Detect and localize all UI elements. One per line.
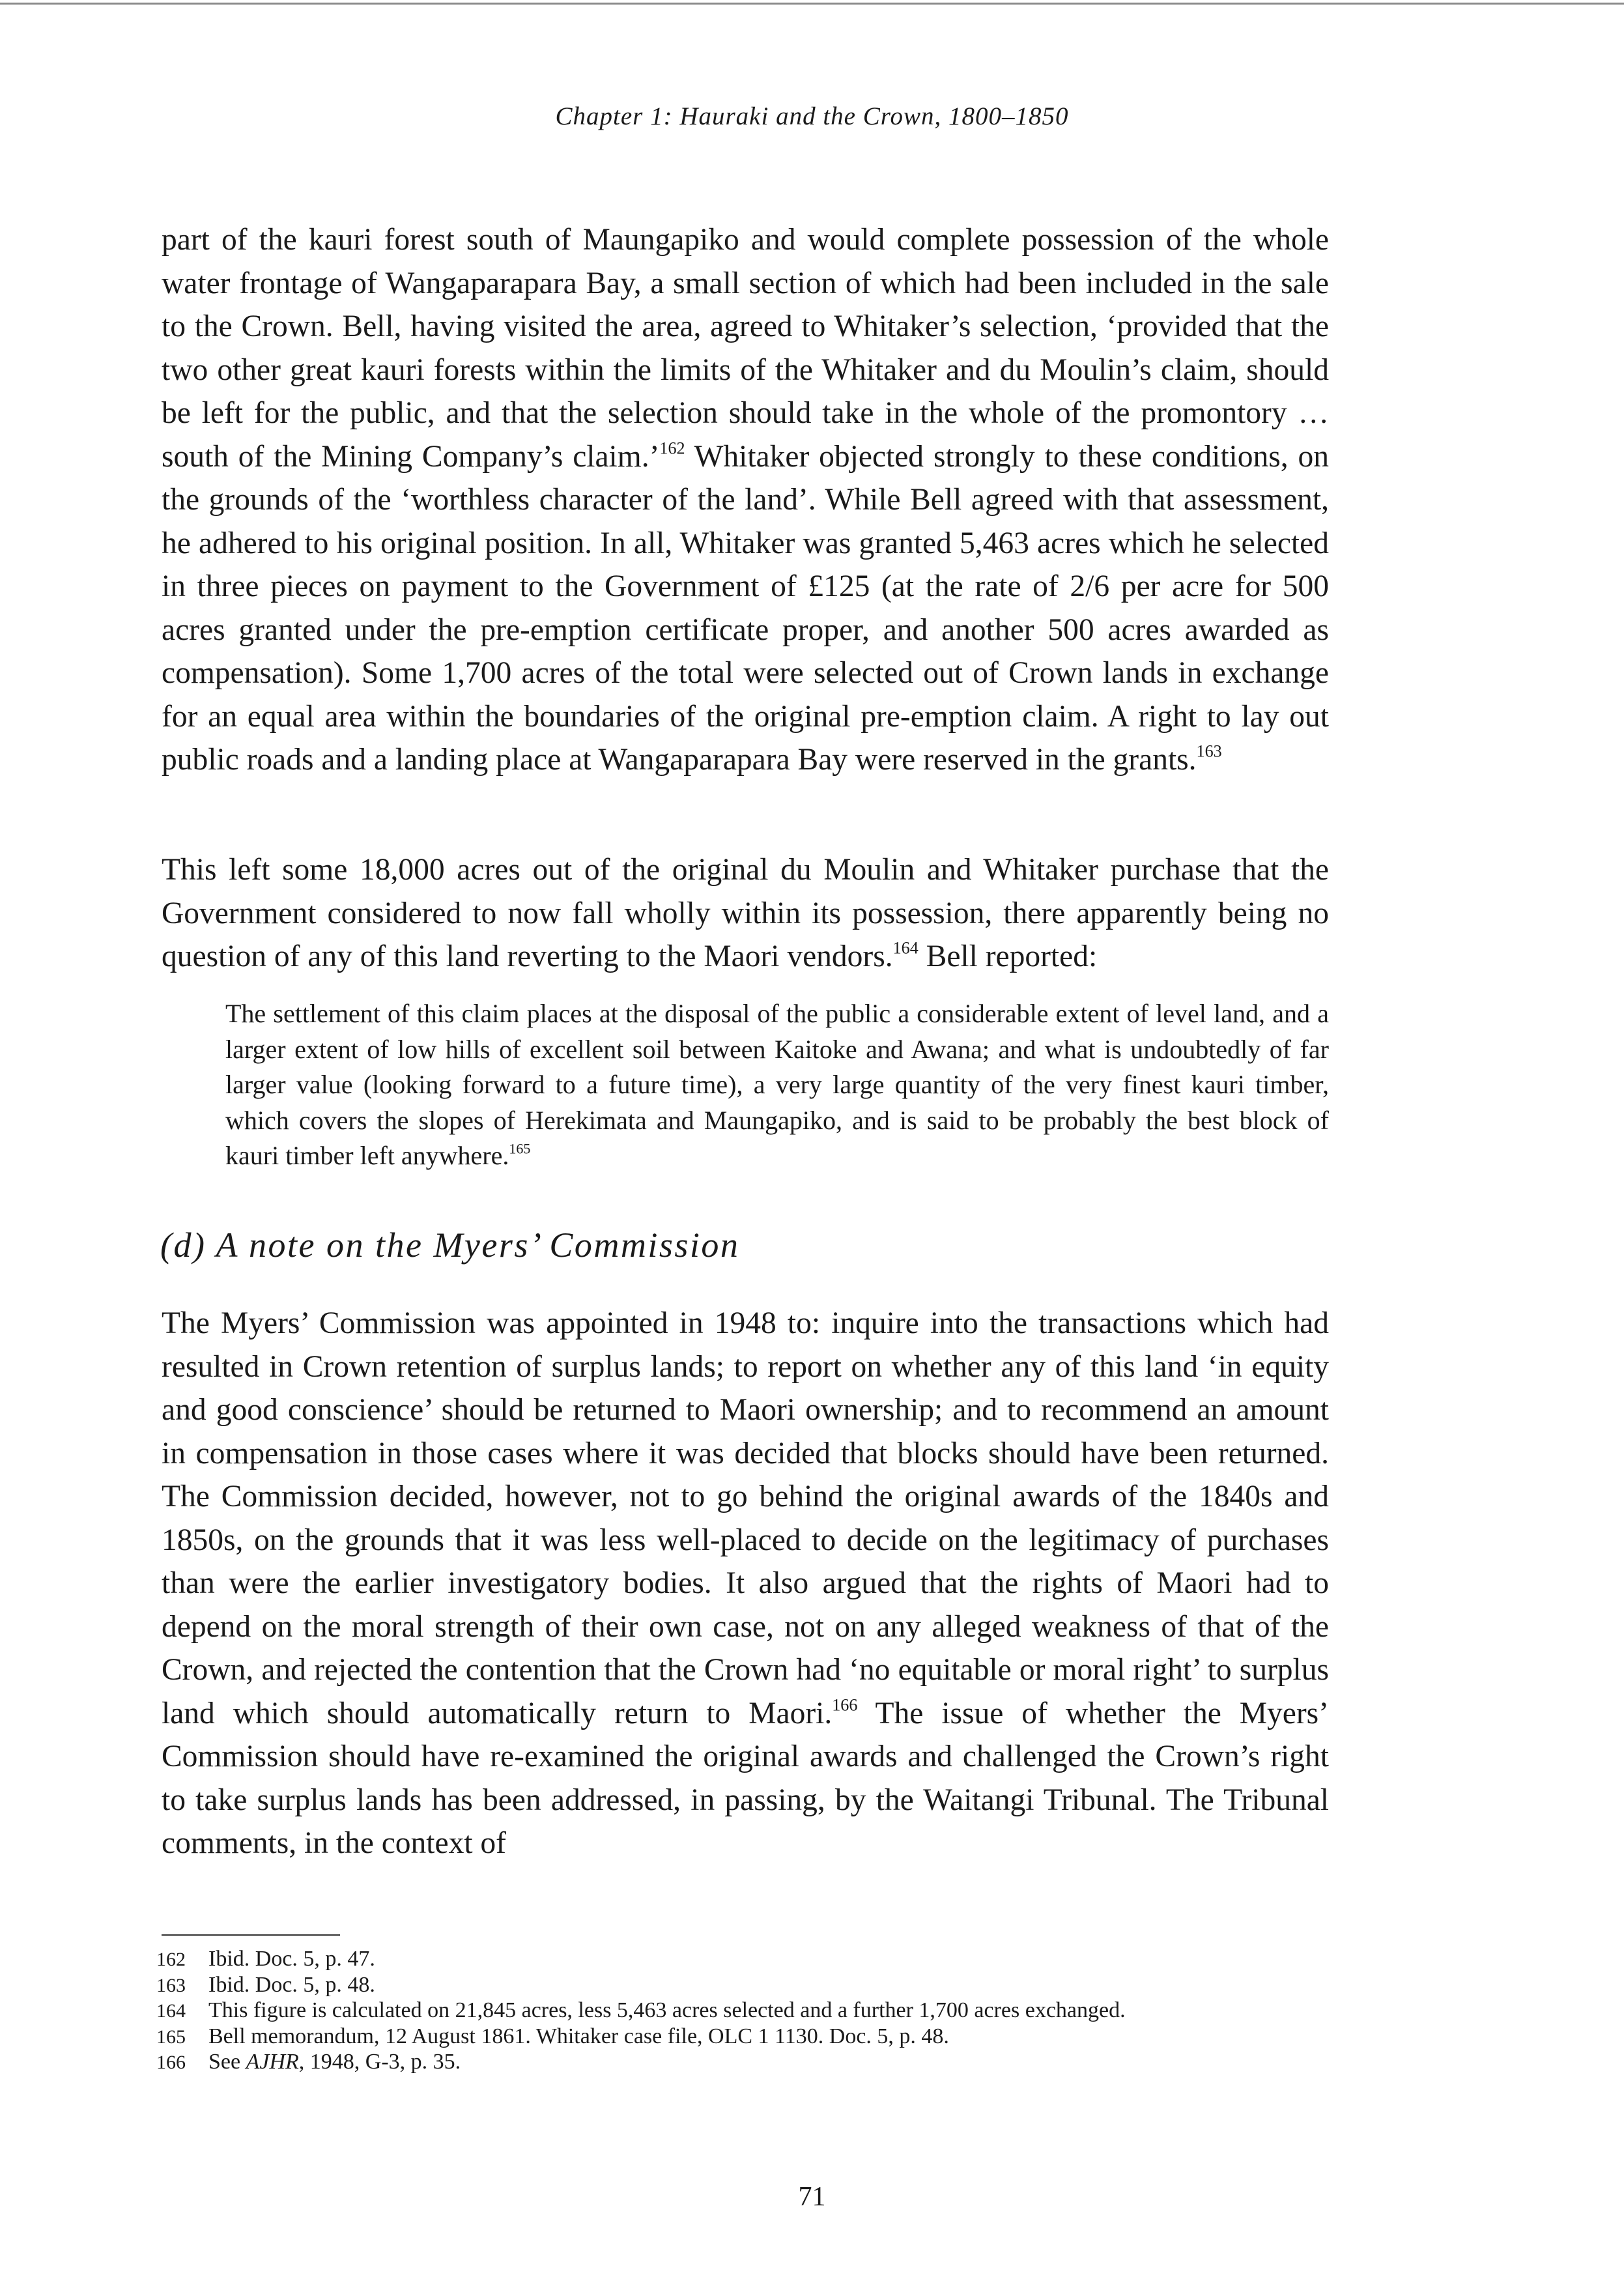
scan-top-edge [0,3,1624,5]
footnote-text: This figure is calculated on 21,845 acres, less 5,463 acres selected and a further 1,700 acres exchanged. [208,1998,1126,2022]
footnote-text: , 1948, G-3, p. 35. [298,2050,461,2074]
footnote-number: 166 [156,2052,186,2073]
footnote-text: See [208,2050,246,2074]
section-heading-d: (d) A note on the Myers’ Commission [160,1226,740,1265]
quote-text: The settlement of this claim places at the disposal of the public a considerable extent of level land, and a larger extent of low hills of excellent soil between Kaitoke and Awana; and what is undoubtedly of far larger value (looking forward to a future time), a very large quantity of the very finest kauri timber, which covers the slopes of Herekimata and Maungapiko, and is said to be probably the best block of kauri timber left anywhere. [225,999,1329,1170]
paragraph-text: The Myers’ Commission was appointed in 1948 to: inquire into the transactions which had resulted in Crown retention of surplus lands; to report on whether any of this land ‘in equity and good conscience’ should be returned to Maori ownership; and to recommend an amount in compensation in those cases where it was decided that blocks should have been returned. The Commission decided, however, not to go behind the original awards of the 1840s and 1850s, on the grounds that it was less well-placed to decide on the legitimacy of purchases than were the earlier investigatory bodies. It also argued that the rights of Maori had to depend on the moral strength of their own case, not on any alleged weakness of that of the Crown, and rejected the contention that the Crown had ‘no equitable or moral right’ to surplus land which should automatically return to Maori. [162,1306,1329,1730]
footnote-number: 162 [156,1949,186,1970]
footnote-ref-164[interactable]: 164 [892,938,919,958]
footnote-ref-166[interactable]: 166 [832,1695,858,1714]
footnote-divider [162,1934,340,1936]
paragraph-text: part of the kauri forest south of Maungapiko and would complete possession of the whole water frontage of Wangaparapara Bay, a small section of which had been included in the sale to the Crown. Bell, having visited the area, agreed to Whitaker’s selection, ‘provided that the two other great kauri forests within the limits of the Whitaker and du Moulin’s claim, should be left for the public, and that the selection should take in the whole of the promontory … south of the Mining Company’s claim.’ [162,223,1329,474]
footnote-162 [156,1947,1329,1973]
paragraph-text: This left some 18,000 acres out of the original du Moulin and Whitaker purchase that the Government considered to now fall wholly within its possession, there apparently being no question of any of this land reverting to the Maori vendors. [162,853,1329,973]
running-head: Chapter 1: Hauraki and the Crown, 1800–1850 [555,102,1069,130]
footnote-163 [156,1973,1329,1999]
footnote-ref-162[interactable]: 162 [659,438,685,457]
block-quote-bell-report [225,996,1329,1174]
body-paragraph-1 [162,218,1329,782]
footnote-number: 164 [156,2000,186,2022]
body-paragraph-3 [162,1302,1329,1865]
footnote-number: 165 [156,2026,186,2048]
body-paragraph-2 [162,848,1329,979]
footnote-italic-source: AJHR [246,2050,299,2074]
paragraph-text: The issue of whether the Myers’ Commission should have re-examined the original awards and challenged the Crown’s right to take surplus lands has been addressed, in passing, by the Waitangi Tribunal. The Tribunal comments, in the context of [162,1696,1329,1860]
footnote-164 [156,1998,1329,2024]
footnote-ref-165[interactable]: 165 [509,1140,531,1157]
footnotes-list [156,1947,1329,2076]
footnote-165 [156,2024,1329,2050]
footnote-number: 163 [156,1974,186,1996]
footnote-ref-163[interactable]: 163 [1196,741,1222,761]
page-number: 71 [798,2182,826,2212]
footnote-text: Bell memorandum, 12 August 1861. Whitaker case file, OLC 1 1130. Doc. 5, p. 48. [208,2024,949,2048]
footnote-text: Ibid. Doc. 5, p. 48. [208,1972,375,1997]
footnote-text: Ibid. Doc. 5, p. 47. [208,1947,375,1971]
footnote-166 [156,2050,1329,2076]
paragraph-text: Bell reported: [918,939,1098,973]
paragraph-text: Whitaker objected strongly to these conditions, on the grounds of the ‘worthless character of the land’. While Bell agreed with that assessment, he adhered to his original position. In all, Whitaker was granted 5,463 acres which he selected in three pieces on payment to the Government of £125 (at the rate of 2/6 per acre for 500 acres granted under the pre-emption certificate proper, and another 500 acres awarded as compensation). Some 1,700 acres of the total were selected out of Crown lands in exchange for an equal area within the boundaries of the original pre-emption claim. A right to lay out public roads and a landing place at Wangaparapara Bay were reserved in the grants. [162,439,1329,777]
